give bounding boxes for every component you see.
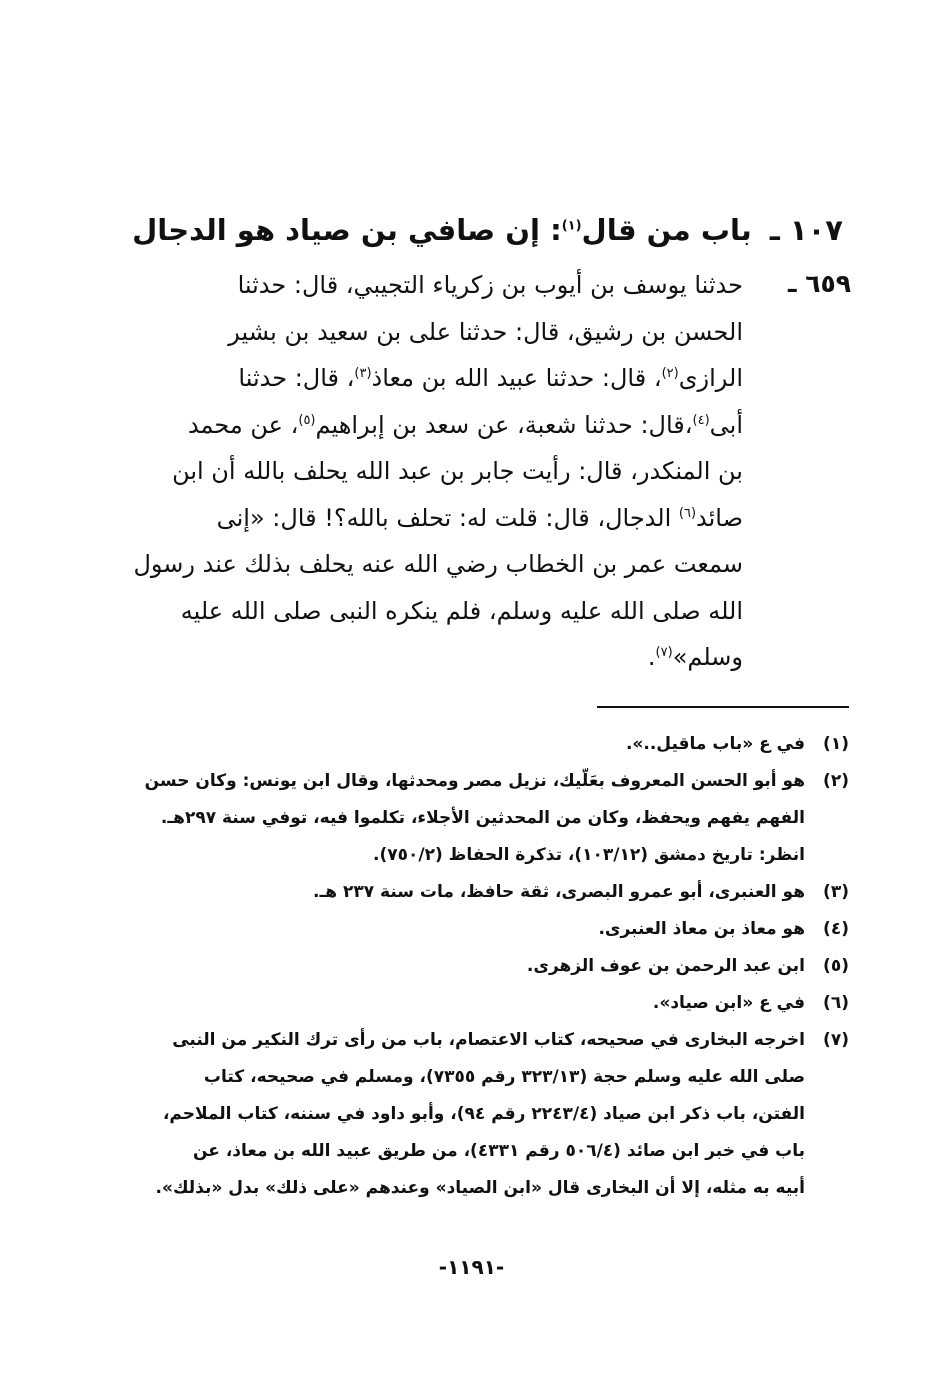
hadith-line xyxy=(133,309,743,356)
footnote xyxy=(89,1022,849,1207)
footnote-divider xyxy=(597,706,849,708)
hadith-text-segment: بن المنكدر، قال: رأيت جابر بن عبد الله يحلف بالله أن ابن xyxy=(172,457,743,485)
footnote-ref: (٢) xyxy=(661,366,679,381)
hadith-text-segment: ، قال: حدثنا عبيد الله بن معاذ xyxy=(371,364,662,392)
hadith-line xyxy=(133,541,743,588)
hadith-line xyxy=(133,495,743,542)
hadith-text-segment: الرازى xyxy=(678,364,743,392)
hadith-line xyxy=(133,262,743,309)
page-number: -١١٩١- xyxy=(438,1255,505,1279)
footnotes xyxy=(89,726,849,1207)
footnote-ref: (٧) xyxy=(655,645,673,660)
footnote-line: أبيه به مثله، إلا أن البخارى قال «ابن الصياد» وعندهم «على ذلك» بدل «بذلك». xyxy=(155,1178,805,1198)
footnote-line: انظر: تاريخ دمشق (١٠٣/١٢)، تذكرة الحفاظ (٧٥٠/٢). xyxy=(373,845,805,865)
footnote-ref: (٦) xyxy=(678,505,697,521)
hadith-text-segment: ، قال: حدثنا xyxy=(238,364,355,392)
footnote-line: في ع «باب ماقيل..». xyxy=(625,734,805,754)
footnote-number: (٤) xyxy=(823,919,849,939)
footnote xyxy=(89,763,849,874)
footnote-number: (٣) xyxy=(823,882,849,902)
hadith-line xyxy=(133,588,743,635)
footnote-line: هو أبو الحسن المعروف بعَلّيك، نزيل مصر ومحدثها، وقال ابن يونس: وكان حسن xyxy=(144,771,805,791)
chapter-number: ١٠٧ ـ xyxy=(769,213,843,247)
hadith-line xyxy=(133,402,743,449)
footnote-ref: (٣) xyxy=(354,366,372,381)
footnote-number: (٢) xyxy=(823,771,849,791)
footnote-line: ابن عبد الرحمن بن عوف الزهرى. xyxy=(526,956,805,976)
footnote-line: الفتن، باب ذكر ابن صياد (٢٢٤٣/٤ رقم ٩٤)، وأبو داود في سننه، كتاب الملاحم، xyxy=(162,1104,805,1124)
hadith-text-segment: . xyxy=(647,643,656,671)
footnote xyxy=(89,911,849,948)
footnote-ref: (٥) xyxy=(298,412,316,428)
hadith-number: ٦٥٩ ـ xyxy=(787,269,851,298)
hadith-text-segment: الدجال، قال: قلت له: تحلف بالله؟! قال: «إنى xyxy=(216,503,679,532)
hadith-line xyxy=(133,448,743,495)
hadith-text-segment: الحسن بن رشيق، قال: حدثنا على بن سعيد بن بشير xyxy=(228,317,743,346)
footnote-line: باب في خبر ابن صائد (٥٠٦/٤ رقم ٤٣٣١)، من طريق عبيد الله بن معاذ، عن xyxy=(193,1141,805,1161)
hadith-text-segment: ،قال: حدثنا شعبة، عن سعد بن إبراهيم xyxy=(315,410,693,439)
hadith-text xyxy=(133,262,743,681)
footnote-number: (٥) xyxy=(823,956,849,976)
hadith-text-segment: أبى xyxy=(709,410,743,439)
footnote-line: هو العنبرى، أبو عمرو البصرى، ثقة حافظ، مات سنة ٢٣٧ هـ. xyxy=(313,882,805,902)
footnote xyxy=(89,726,849,763)
hadith-text-segment: ، عن محمد xyxy=(187,410,299,439)
footnote-line: اخرجه البخارى في صحيحه، كتاب الاعتصام، باب من رأى ترك النكير من النبى xyxy=(172,1030,805,1050)
footnote xyxy=(89,948,849,985)
chapter-heading xyxy=(123,206,843,254)
footnote-number: (٦) xyxy=(823,993,849,1013)
hadith-text-segment: حدثنا يوسف بن أيوب بن زكرياء التجيبي، قال: حدثنا xyxy=(237,271,743,299)
footnote-line: في ع «ابن صياد». xyxy=(652,993,805,1013)
footnote-ref: (٤) xyxy=(692,412,710,428)
footnote-number: (٧) xyxy=(823,1030,849,1050)
footnote-line: الفهم يفهم ويحفظ، وكان من المحدثين الأجلاء، تكلموا فيه، توفي سنة ٢٩٧هـ. xyxy=(160,808,805,828)
footnote-line: صلى الله عليه وسلم حجة (٣٢٣/١٣ رقم ٧٣٥٥)، ومسلم في صحيحه، كتاب xyxy=(203,1067,805,1087)
hadith-text-segment: سمعت عمر بن الخطاب رضي الله عنه يحلف بذلك عند رسول xyxy=(133,550,743,578)
hadith-text-segment: الله صلى الله عليه وسلم، فلم ينكره النبى صلى الله عليه xyxy=(180,596,743,625)
footnote-line: هو معاذ بن معاذ العنبرى. xyxy=(598,919,805,939)
footnote-number: (١) xyxy=(823,734,849,754)
chapter-title-part2: : إن صافي بن صياد هو الدجال xyxy=(132,213,562,247)
footnote-ref: (١) xyxy=(561,218,582,234)
hadith-line xyxy=(133,355,743,402)
footnote xyxy=(89,985,849,1022)
hadith-text-segment: صائد xyxy=(696,503,743,532)
chapter-title-part1: باب من قال xyxy=(581,213,752,247)
footnote xyxy=(89,874,849,911)
hadith-line xyxy=(133,634,743,681)
hadith-text-segment: وسلم» xyxy=(672,643,743,671)
